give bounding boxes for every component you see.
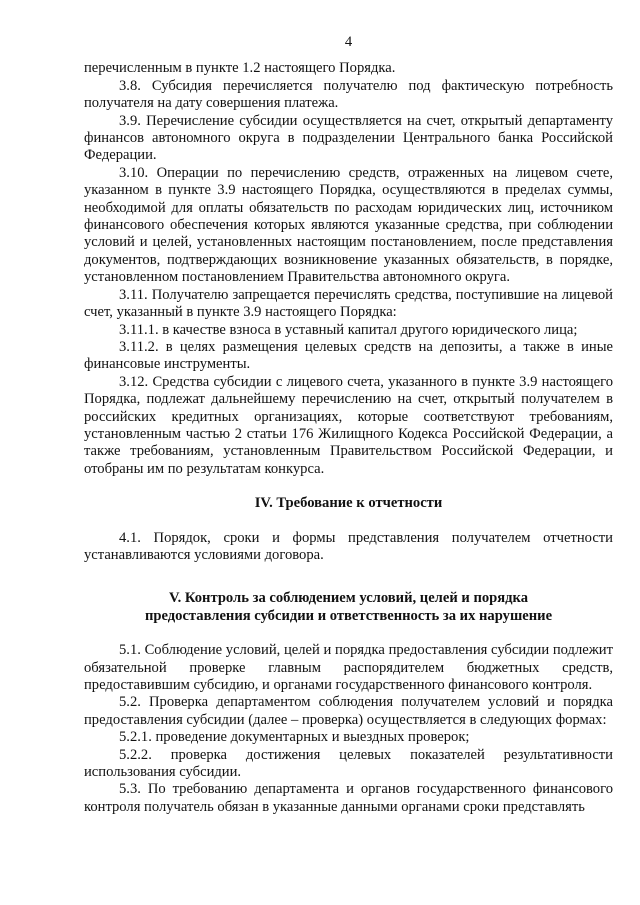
paragraph-5-2-1: 5.2.1. проведение документарных и выездных проверок; — [119, 729, 470, 746]
page-number: 4 — [344, 34, 353, 50]
paragraph-3-10: 3.10. Операции по перечислению средств, отраженных на лицевом счете, указанном в пункте 3.9 настоящего Порядка, осуществляются в пределах суммы, необходимой для оплаты обязательств по расходам юридических лиц, источником финансового обеспечения которых являются указанные средства, при соблюдении условий и целей, установленных настоящим постановлением, после представления документов, подтверждающих возникновение указанных обязательств, в порядке, установленном постановлением Правительства автономного округа. — [84, 164, 613, 286]
document-page — [84, 34, 613, 816]
paragraph-5-2: 5.2. Проверка департаментом соблюдения получателем условий и порядка предоставления субсидии (далее – проверка) осуществляется в следующих формах: — [84, 694, 613, 728]
paragraph-continuation: перечисленным в пункте 1.2 настоящего Порядка. — [84, 60, 396, 77]
paragraph-3-9: 3.9. Перечисление субсидии осуществляется на счет, открытый департаменту финансов автономного округа в подразделении Центрального банка Российской Федерации. — [84, 112, 613, 164]
section-5-heading-line-1: V. Контроль за соблюдением условий, целей и порядка — [168, 590, 529, 607]
paragraph-5-3: 5.3. По требованию департамента и органов государственного финансового контроля получатель обязан в указанные данными органами сроки представлять — [84, 781, 613, 815]
paragraph-3-11: 3.11. Получателю запрещается перечислять средства, поступившие на лицевой счет, указанный в пункте 3.9 настоящего Порядка: — [84, 286, 613, 321]
paragraph-5-1: 5.1. Соблюдение условий, целей и порядка предоставления субсидии подлежит обязательной проверке главным распорядителем бюджетных средств, предоставившим субсидию, и органами государственного финансового контроля. — [84, 642, 613, 693]
paragraph-4-1: 4.1. Порядок, сроки и формы представления получателем отчетности устанавливаются условиями договора. — [84, 529, 613, 563]
paragraph-3-11-2: 3.11.2. в целях размещения целевых средств на депозиты, а также в иные финансовые инструменты. — [84, 338, 613, 373]
paragraph-3-8: 3.8. Субсидия перечисляется получателю под фактическую потребность получателя на дату совершения платежа. — [84, 77, 613, 112]
paragraph-5-2-2: 5.2.2. проверка достижения целевых показателей результативности использования субсидии. — [84, 746, 613, 781]
section-4-heading: IV. Требование к отчетности — [254, 495, 443, 512]
paragraph-3-12: 3.12. Средства субсидии с лицевого счета, указанного в пункте 3.9 настоящего Порядка, подлежат дальнейшему перечислению на счет, открытый получателем в российских кредитных организациях, которые соответствуют требованиям, установленным частью 2 статьи 176 Жилищного Кодекса Российской Федерации, а также требованиям, установленным Правительством Российской Федерации, и отобраны им по результатам конкурса. — [84, 373, 613, 477]
section-5-heading-line-2: предоставления субсидии и ответственность за их нарушение — [144, 607, 553, 624]
paragraph-3-11-1: 3.11.1. в качестве взноса в уставный капитал другого юридического лица; — [119, 321, 578, 338]
